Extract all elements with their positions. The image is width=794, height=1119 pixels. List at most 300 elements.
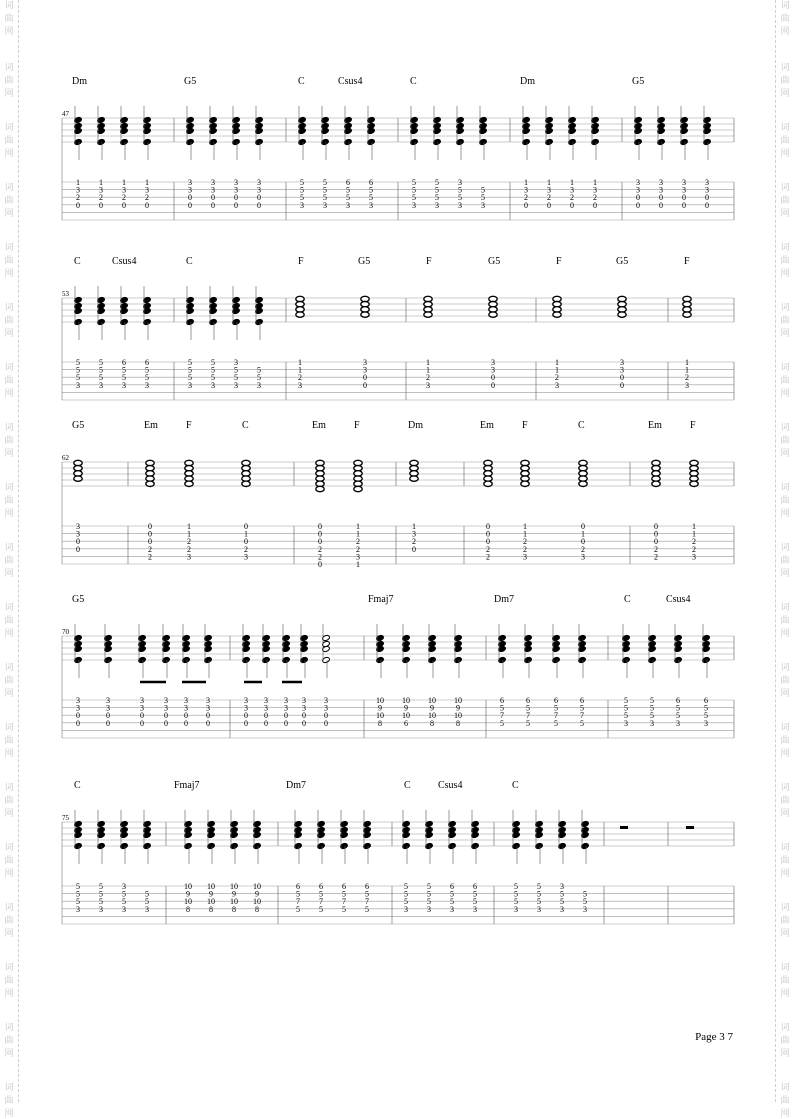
tab-fret-number: 5 — [554, 718, 558, 728]
tab-fret-number: 7 — [319, 897, 323, 907]
tab-fret-number: 1 — [298, 365, 302, 375]
watermark-glyph: 曲 — [4, 255, 14, 265]
tab-fret-number: 1 — [187, 522, 191, 531]
tab-fret-number: 0 — [148, 529, 152, 539]
watermark-glyph: 词 — [780, 1082, 790, 1092]
tab-fret-number: 10 — [454, 696, 462, 705]
tab-fret-number: 0 — [257, 193, 261, 203]
tab-fret-number: 3 — [187, 552, 191, 562]
tab-fret-number: 5 — [473, 889, 477, 899]
tab-fret-number: 6 — [145, 358, 149, 367]
chord-beat — [581, 810, 589, 914]
tab-fret-number: 2 — [356, 544, 360, 554]
tab-fret-number: 8 — [255, 904, 259, 914]
tab-fret-number: 0 — [76, 200, 80, 210]
tab-fret-number: 3 — [676, 718, 680, 728]
watermark-glyph: 词 — [780, 302, 790, 312]
tab-fret-number: 3 — [234, 380, 238, 390]
tab-fret-number: 5 — [346, 193, 350, 203]
watermark-glyph: 网 — [4, 808, 14, 818]
watermark-glyph: 曲 — [4, 1095, 14, 1105]
chord-beat — [702, 624, 710, 728]
tab-fret-number: 1 — [692, 522, 696, 531]
watermark-glyph: 网 — [4, 868, 14, 878]
tab-fret-number: 0 — [211, 193, 215, 203]
tab-fret-number: 1 — [426, 358, 430, 367]
whole-note — [553, 312, 561, 317]
tab-fret-number: 0 — [76, 718, 80, 728]
tab-fret-number: 3 — [122, 904, 126, 914]
tab-fret-number: 0 — [682, 200, 686, 210]
tab-fret-number: 0 — [188, 200, 192, 210]
watermark-glyph: 词 — [4, 302, 14, 312]
tab-fret-number: 3 — [435, 200, 439, 210]
chord-beat — [282, 624, 290, 728]
tab-fret-number: 3 — [164, 703, 168, 713]
tab-fret-number: 5 — [435, 193, 439, 203]
tab-fret-number: 0 — [705, 193, 709, 203]
tab-fret-number: 3 — [302, 703, 306, 713]
chord-beat — [322, 624, 330, 728]
tab-fret-number: 5 — [99, 897, 103, 907]
tab-fret-number: 5 — [145, 365, 149, 375]
chord-beat — [425, 810, 433, 914]
chord-beat — [690, 460, 698, 561]
tab-fret-number: 10 — [428, 696, 436, 705]
chord-beat — [97, 106, 105, 210]
tab-fret-number: 5 — [145, 889, 149, 899]
watermark-glyph: 词 — [4, 182, 14, 192]
tab-fret-number: 9 — [404, 703, 408, 713]
tab-fret-number: 5 — [435, 178, 439, 187]
tab-fret-number: 5 — [704, 711, 708, 721]
tab-fret-number: 5 — [76, 373, 80, 383]
watermark-glyph: 词 — [780, 182, 790, 192]
tab-fret-number: 3 — [363, 365, 367, 375]
watermark-glyph: 词 — [4, 422, 14, 432]
tab-fret-number: 2 — [122, 193, 126, 203]
tab-fret-number: 3 — [705, 185, 709, 195]
tab-fret-number: 1 — [555, 365, 559, 375]
watermark-glyph: 网 — [4, 988, 14, 998]
tab-fret-number: 3 — [99, 185, 103, 195]
chord-beat — [162, 624, 170, 728]
watermark-glyph: 曲 — [4, 1035, 14, 1045]
watermark-glyph: 曲 — [780, 255, 790, 265]
chord-name: G5 — [616, 256, 629, 267]
watermark-glyph: 网 — [780, 388, 790, 398]
tab-fret-number: 5 — [676, 711, 680, 721]
tab-fret-number: 5 — [514, 897, 518, 907]
chord-name: Em — [312, 420, 326, 431]
watermark-glyph: 曲 — [4, 735, 14, 745]
watermark-glyph: 词 — [4, 0, 14, 10]
tab-fret-number: 6 — [404, 718, 408, 728]
tab-fret-number: 5 — [560, 889, 564, 899]
chord-beat — [97, 810, 105, 914]
tab-fret-number: 5 — [365, 904, 369, 914]
watermark-glyph: 网 — [780, 1048, 790, 1058]
tab-fret-number: 5 — [500, 703, 504, 713]
chord-beat — [535, 810, 543, 914]
tab-fret-number: 3 — [188, 380, 192, 390]
tab-fret-number: 5 — [650, 703, 654, 713]
chord-beat — [361, 296, 369, 390]
chord-name: Em — [480, 420, 494, 431]
watermark-glyph: 网 — [4, 1048, 14, 1058]
tab-fret-number: 10 — [230, 882, 238, 891]
tab-fret-number: 3 — [76, 703, 80, 713]
chord-name: F — [354, 420, 360, 431]
tab-fret-number: 10 — [253, 882, 261, 891]
tab-fret-number: 0 — [636, 193, 640, 203]
tab-fret-number: 5 — [526, 703, 530, 713]
watermark-glyph: 网 — [4, 148, 14, 158]
tab-fret-number: 0 — [184, 711, 188, 721]
chord-beat — [143, 286, 151, 390]
tab-fret-number: 7 — [526, 711, 530, 721]
tab-fret-number: 10 — [402, 711, 410, 721]
watermark-glyph: 网 — [4, 748, 14, 758]
tab-fret-number: 2 — [76, 193, 80, 203]
tab-fret-number: 9 — [209, 889, 213, 899]
tab-fret-number: 5 — [323, 185, 327, 195]
watermark-glyph: 曲 — [4, 195, 14, 205]
chord-beat — [652, 460, 660, 561]
tab-fret-number: 0 — [302, 711, 306, 721]
chord-beat — [363, 810, 371, 914]
watermark-glyph: 词 — [780, 482, 790, 492]
tab-fret-number: 5 — [514, 889, 518, 899]
tab-fret-number: 1 — [581, 529, 585, 539]
tab-fret-number: 3 — [555, 380, 559, 390]
tab-fret-number: 0 — [302, 718, 306, 728]
tab-fret-number: 1 — [76, 178, 80, 187]
tab-fret-number: 0 — [148, 537, 152, 547]
tab-fret-number: 1 — [412, 522, 416, 531]
tab-fret-number: 0 — [164, 718, 168, 728]
tab-fret-number: 0 — [148, 522, 152, 531]
watermark-glyph: 网 — [780, 328, 790, 338]
tab-fret-number: 3 — [302, 696, 306, 705]
chord-beat — [568, 106, 576, 210]
tab-fret-number: 2 — [426, 373, 430, 383]
tab-fret-number: 2 — [692, 544, 696, 554]
tab-fret-number: 3 — [636, 178, 640, 187]
chord-name: Fmaj7 — [174, 780, 200, 791]
tab-fret-number: 3 — [145, 380, 149, 390]
chord-name: Dm — [72, 76, 87, 87]
tab-fret-number: 0 — [140, 711, 144, 721]
tab-fret-number: 1 — [187, 529, 191, 539]
chord-beat — [553, 296, 561, 390]
watermark-glyph: 曲 — [780, 855, 790, 865]
tab-fret-number: 3 — [106, 703, 110, 713]
tab-fret-number: 6 — [554, 696, 558, 705]
tab-fret-number: 3 — [145, 904, 149, 914]
watermark-glyph: 词 — [780, 62, 790, 72]
tab-fret-number: 3 — [547, 185, 551, 195]
chord-beat — [321, 106, 329, 210]
tab-fret-number: 3 — [244, 552, 248, 562]
tab-fret-number: 0 — [99, 200, 103, 210]
tab-fret-number: 0 — [76, 711, 80, 721]
tab-fret-number: 3 — [620, 365, 624, 375]
chord-beat — [209, 106, 217, 210]
tab-fret-number: 0 — [188, 193, 192, 203]
tab-fret-number: 2 — [318, 552, 322, 562]
watermark-glyph: 词 — [4, 722, 14, 732]
chord-beat — [558, 810, 566, 914]
tab-fret-number: 0 — [363, 373, 367, 383]
tab-fret-number: 5 — [342, 904, 346, 914]
tab-fret-number: 3 — [704, 718, 708, 728]
chord-beat — [674, 624, 682, 728]
tab-fret-number: 5 — [76, 882, 80, 891]
watermark-glyph: 网 — [780, 88, 790, 98]
tab-fret-number: 3 — [560, 882, 564, 891]
tab-fret-number: 7 — [296, 897, 300, 907]
chord-beat — [552, 624, 560, 728]
tab-fret-number: 6 — [346, 178, 350, 187]
tab-fret-number: 0 — [570, 200, 574, 210]
watermark-glyph: 网 — [780, 208, 790, 218]
tab-fret-number: 0 — [244, 537, 248, 547]
chord-name: F — [186, 420, 192, 431]
tab-fret-number: 2 — [145, 193, 149, 203]
tab-fret-number: 8 — [186, 904, 190, 914]
tab-fret-number: 5 — [346, 185, 350, 195]
tab-fret-number: 0 — [164, 711, 168, 721]
tab-fret-number: 3 — [692, 552, 696, 562]
watermark-glyph: 词 — [780, 962, 790, 972]
chord-beat — [74, 106, 82, 210]
whole-note — [484, 481, 492, 486]
tab-fret-number: 0 — [264, 718, 268, 728]
chord-beat — [316, 460, 324, 569]
chord-name: Dm7 — [494, 594, 514, 605]
tab-fret-number: 3 — [206, 696, 210, 705]
chord-name: C — [624, 594, 631, 605]
watermark-glyph: 网 — [780, 628, 790, 638]
tab-fret-number: 3 — [581, 552, 585, 562]
tab-fret-number: 6 — [342, 882, 346, 891]
chord-beat — [232, 286, 240, 390]
tab-fret-number: 5 — [188, 365, 192, 375]
tab-fret-number: 0 — [244, 718, 248, 728]
tab-fret-number: 3 — [426, 380, 430, 390]
chord-name: C — [410, 76, 417, 87]
tab-fret-number: 6 — [526, 696, 530, 705]
chord-name: Dm — [408, 420, 423, 431]
tab-fret-number: 5 — [122, 889, 126, 899]
tab-fret-number: 0 — [284, 711, 288, 721]
measure-number: 75 — [62, 814, 69, 822]
watermark-glyph: 词 — [4, 842, 14, 852]
tab-fret-number: 0 — [234, 200, 238, 210]
whole-note — [489, 312, 497, 317]
tab-fret-number: 3 — [363, 358, 367, 367]
chord-name: F — [684, 256, 690, 267]
chord-beat — [454, 624, 462, 728]
tab-fret-number: 2 — [298, 373, 302, 383]
tab-fret-number: 3 — [145, 185, 149, 195]
tab-fret-number: 1 — [356, 522, 360, 531]
tab-fret-number: 5 — [319, 904, 323, 914]
chord-beat — [255, 106, 263, 210]
tab-fret-number: 3 — [346, 200, 350, 210]
chord-beat — [97, 286, 105, 390]
chord-name: Dm7 — [286, 780, 306, 791]
measure-number: 53 — [62, 290, 69, 298]
tab-fret-number: 3 — [583, 904, 587, 914]
tab-fret-number: 3 — [450, 904, 454, 914]
chord-name: G5 — [358, 256, 371, 267]
watermark-glyph: 网 — [4, 688, 14, 698]
chord-beat — [104, 624, 112, 728]
watermark-glyph: 曲 — [780, 1095, 790, 1105]
chord-beat — [344, 106, 352, 210]
watermark-glyph: 曲 — [780, 675, 790, 685]
tab-fret-number: 3 — [514, 904, 518, 914]
tab-fret-number: 5 — [583, 897, 587, 907]
chord-beat — [253, 810, 261, 914]
chord-beat — [479, 106, 487, 210]
chord-beat — [545, 106, 553, 210]
tab-fret-number: 1 — [685, 358, 689, 367]
whole-rest — [686, 826, 694, 829]
tab-fret-number: 5 — [99, 889, 103, 899]
tab-fret-number: 3 — [257, 185, 261, 195]
staff-system — [62, 76, 734, 220]
watermark-glyph: 词 — [780, 722, 790, 732]
tab-fret-number: 2 — [523, 544, 527, 554]
tab-fret-number: 10 — [184, 897, 192, 907]
tab-fret-number: 1 — [356, 560, 360, 569]
tab-fret-number: 3 — [76, 904, 80, 914]
chord-beat — [402, 624, 410, 728]
whole-note — [296, 312, 304, 317]
tab-fret-number: 0 — [486, 522, 490, 531]
watermark-glyph: 网 — [780, 448, 790, 458]
whole-note — [242, 481, 250, 486]
chord-name: C — [512, 780, 519, 791]
tab-fret-number: 5 — [404, 882, 408, 891]
tab-fret-number: 0 — [636, 200, 640, 210]
chord-name: Csus4 — [338, 76, 363, 87]
tab-fret-number: 6 — [296, 882, 300, 891]
tab-fret-number: 3 — [458, 178, 462, 187]
tab-fret-number: 5 — [704, 703, 708, 713]
watermark-glyph: 网 — [4, 208, 14, 218]
tab-fret-number: 3 — [473, 904, 477, 914]
tab-fret-number: 0 — [654, 537, 658, 547]
measure-number: 47 — [62, 110, 69, 118]
chord-beat — [300, 624, 308, 728]
chord-beat — [410, 460, 418, 554]
watermark-glyph: 词 — [780, 542, 790, 552]
tab-fret-number: 9 — [378, 703, 382, 713]
tab-fret-number: 0 — [244, 522, 248, 531]
tab-fret-number: 5 — [319, 889, 323, 899]
chord-name: G5 — [72, 594, 85, 605]
tab-fret-number: 3 — [188, 178, 192, 187]
chord-name: Fmaj7 — [368, 594, 394, 605]
tab-fret-number: 3 — [524, 185, 528, 195]
chord-beat — [209, 286, 217, 390]
tab-fret-number: 3 — [122, 185, 126, 195]
watermark-glyph: 词 — [780, 782, 790, 792]
tab-fret-number: 0 — [705, 200, 709, 210]
watermark-glyph: 词 — [4, 602, 14, 612]
measure-number: 70 — [62, 628, 69, 636]
tab-fret-number: 3 — [356, 552, 360, 562]
chord-beat — [182, 624, 190, 728]
tab-fret-number: 5 — [122, 897, 126, 907]
chord-beat — [74, 624, 82, 728]
tab-fret-number: 3 — [427, 904, 431, 914]
tab-fret-number: 0 — [318, 522, 322, 531]
tab-fret-number: 6 — [704, 696, 708, 705]
whole-note — [74, 476, 82, 481]
watermark-glyph: 网 — [780, 688, 790, 698]
tab-fret-number: 0 — [581, 537, 585, 547]
watermark-glyph: 词 — [780, 662, 790, 672]
tab-fret-number: 5 — [188, 358, 192, 367]
tab-fret-number: 0 — [318, 537, 322, 547]
tab-fret-number: 2 — [244, 544, 248, 554]
tab-fret-number: 5 — [145, 897, 149, 907]
page-number: Page 3 7 — [695, 1031, 733, 1043]
tab-fret-number: 3 — [257, 178, 261, 187]
tab-fret-number: 0 — [234, 193, 238, 203]
tab-fret-number: 5 — [500, 718, 504, 728]
tab-fret-number: 0 — [284, 718, 288, 728]
tab-fret-number: 0 — [324, 718, 328, 728]
tab-fret-number: 5 — [583, 889, 587, 899]
chord-beat — [402, 810, 410, 914]
tab-fret-number: 3 — [659, 178, 663, 187]
chord-beat — [424, 296, 432, 390]
tab-fret-number: 3 — [685, 380, 689, 390]
tab-fret-number: 2 — [148, 544, 152, 554]
tab-fret-number: 0 — [654, 529, 658, 539]
tab-fret-number: 1 — [122, 178, 126, 187]
whole-note — [618, 312, 626, 317]
chord-name: C — [298, 76, 305, 87]
chord-beat — [242, 460, 250, 561]
chord-beat — [230, 810, 238, 914]
tab-fret-number: 3 — [164, 696, 168, 705]
whole-note — [652, 481, 660, 486]
tab-fret-number: 3 — [76, 696, 80, 705]
tab-fret-number: 5 — [458, 193, 462, 203]
tab-fret-number: 3 — [184, 703, 188, 713]
tab-fret-number: 2 — [581, 544, 585, 554]
tab-fret-number: 3 — [99, 904, 103, 914]
tab-fret-number: 1 — [145, 178, 149, 187]
tab-fret-number: 5 — [234, 365, 238, 375]
chord-beat — [648, 624, 656, 728]
watermark-glyph: 词 — [780, 362, 790, 372]
tab-fret-number: 5 — [404, 889, 408, 899]
whole-note — [354, 486, 362, 491]
chord-beat — [232, 106, 240, 210]
chord-beat — [185, 460, 193, 561]
tab-fret-number: 0 — [206, 718, 210, 728]
tab-fret-number: 10 — [207, 897, 215, 907]
tab-fret-number: 7 — [500, 711, 504, 721]
